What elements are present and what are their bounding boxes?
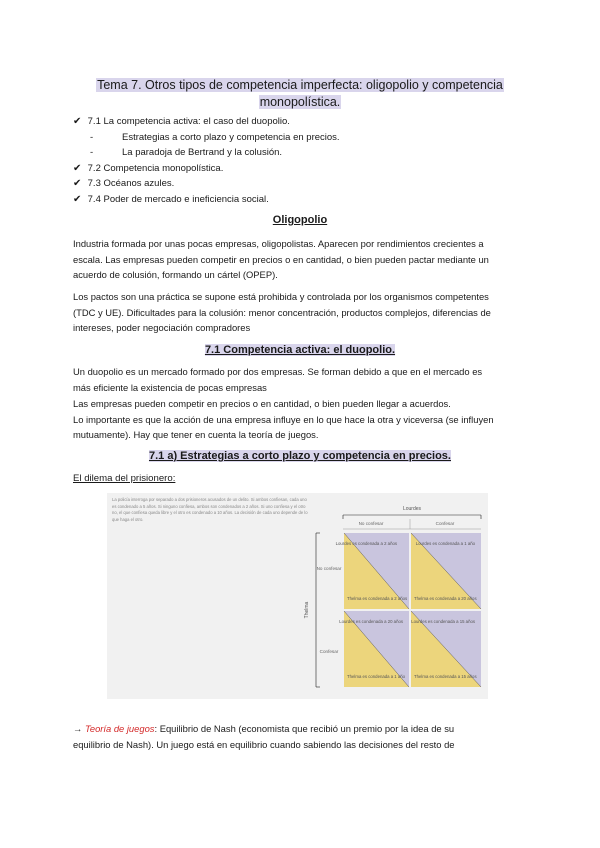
checkmark-icon: ✔ [73,178,82,189]
row-player-label: Thelma [304,601,310,619]
matrix-cell [336,533,409,609]
oligopolio-paragraph-2: Los pactos son una práctica se supone está prohibida y controlada por los organismos competentes (TDC y UE). Dificultades para la colusión: menor concentración, productos complejos, diferencias de intereses, poder negociación compradores [73,291,491,334]
teoria-juegos-paragraph: → Teoría de juegos: Equilibrio de Nash (economista que recibió un premio por la idea de su equilibrio de Nash). Un juego está en equilibrio cuando sabiendo las decisiones del resto de [73,723,455,750]
heading-oligopolio: Oligopolio [272,214,328,226]
checkmark-icon: ✔ [73,193,82,205]
dash-bullet: - [90,131,94,143]
document-title: Tema 7. Otros tipos de competencia imperfecta: oligopolio y competencia [97,78,503,92]
prisoners-dilemma-figure [107,493,488,699]
toc-item: ✔ 7.2 Competencia monopolística. [73,161,340,177]
document-title-line2: monopolística. [259,95,341,109]
figure-description: La policía interroga por separado a dos prisioneros acusados de un delito. Si ambos confiesan, cada uno es condenado a 5 años. Si ninguno confiesa, ambos son condenados a 2 años. Si uno confiesa y el otro no, el que confiesa queda libre y el otro es condenado a 10 años. La decisión de cada uno depende de lo que haga el otro. [112,497,308,522]
heading-estrategias: 7.1 a) Estrategias a corto plazo y competencia en precios. [148,450,451,462]
toc-item: ✔ 7.4 Poder de mercado e ineficiencia social. [73,192,340,208]
toc-item: ✔ 7.1 La competencia activa: el caso del duopolio. [73,114,340,130]
cell-4-top: Lourdes es condenada a 15 años [411,619,475,624]
toc-subitem: - La paradoja de Bertrand y la colusión. [73,145,340,161]
cell-4-bottom: Thelma es condenada a 15 años [414,674,477,679]
col-option-2: Confesar [435,521,455,526]
duopolio-paragraph-1: Un duopolio es un mercado formado por dos empresas. Se forman debido a que en el mercado es más eficiente la existencia de pocas empresas [73,366,483,393]
row-option-2: Confesar [319,649,339,654]
payoff-matrix [107,493,488,699]
matrix-cell [339,611,409,687]
cell-2-top: Lourdes es condenada a 1 año [415,541,475,546]
toc-subitem: - Estrategias a corto plazo y competencia en precios. [73,130,340,146]
dilema-subheading: El dilema del prisionero: [73,473,176,484]
toc-item: ✔ 7.3 Océanos azules. [73,176,340,192]
col-option-1: No confesar [358,521,384,526]
duopolio-paragraph-2: Las empresas pueden competir en precios o en cantidad, o bien pueden llegar a acuerdos. Lo importante es que la acción de una empresa influye en lo que hace la otra y viceversa (se influyen mutuamente). Hay que tener en cuenta la teoría de juegos. [73,398,494,441]
matrix-cell [411,533,481,609]
col-player-label: Lourdes [402,506,422,512]
heading-duopolio: 7.1 Competencia activa: el duopolio. [204,344,396,356]
row-option-1: No confesar [316,566,342,571]
cell-3-top: Lourdes es condenada a 20 años [339,619,403,624]
cell-3-bottom: Thelma es condenada a 1 año [347,674,406,679]
oligopolio-paragraph-1: Industria formada por unas pocas empresas, oligopolistas. Aparecen por rendimientos crecientes a escala. Las empresas pueden competir en precios o en cantidad, o bien pueden pactar mediante un acuerdo de colusión, formando un cártel (OPEP). [73,238,489,281]
cell-1-bottom: Thelma es condenada a 2 años [347,596,408,601]
cell-2-bottom: Thelma es condenada a 20 años [414,596,477,601]
cell-1-top: Lourdes es condenada a 2 años [335,541,397,546]
matrix-cell [411,611,481,687]
arrow-icon: → [73,723,83,734]
dash-bullet: - [90,147,94,158]
checkmark-icon: ✔ [73,116,82,127]
teoria-term: Teoría de juegos [84,723,155,734]
checkmark-icon: ✔ [73,162,82,174]
table-of-contents [73,114,340,207]
